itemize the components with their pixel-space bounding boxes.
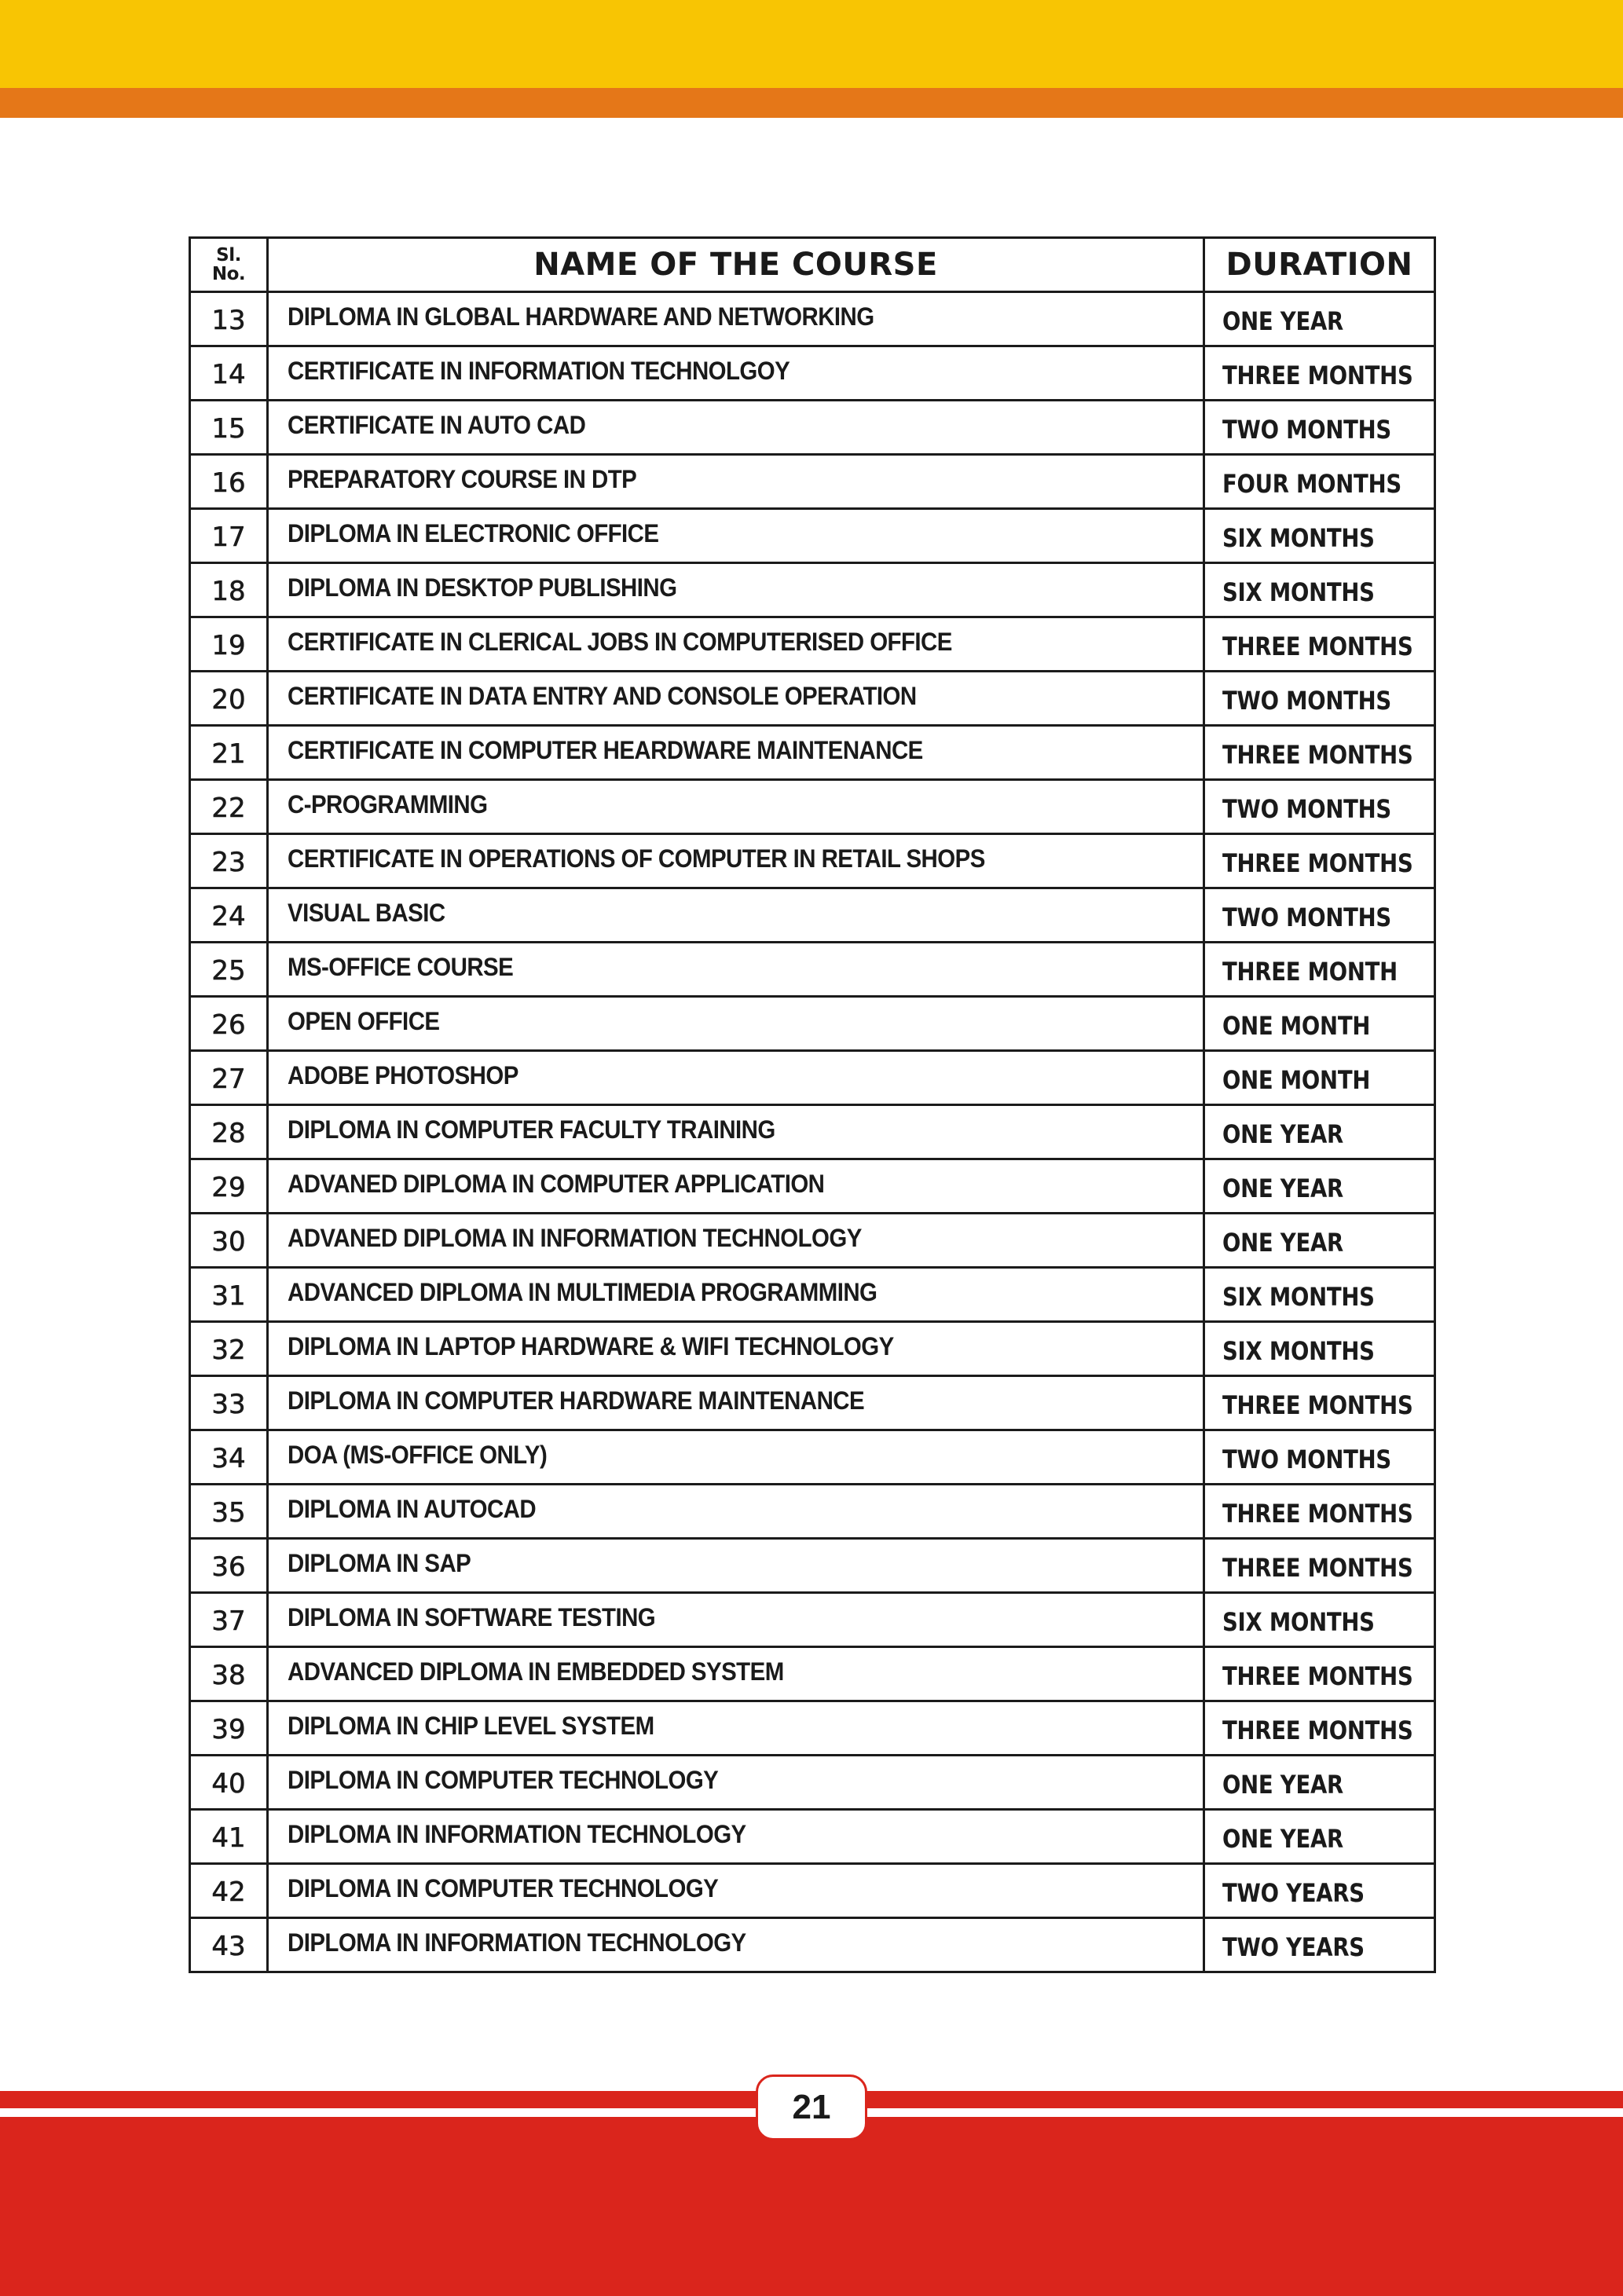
cell-duration <box>1204 509 1435 563</box>
table-row <box>190 1430 1435 1485</box>
course-name-text: ADOBE PHOTOSHOP <box>288 1061 518 1089</box>
cell-course-name <box>268 1701 1204 1756</box>
cell-course-name <box>268 1593 1204 1647</box>
cell-course-name <box>268 1214 1204 1268</box>
cell-sl-no: 27 <box>190 1051 268 1105</box>
header-sl-no-line2: No. <box>211 264 246 284</box>
table-row <box>190 726 1435 780</box>
table-row <box>190 1159 1435 1214</box>
duration-text: FOUR MONTHS <box>1222 469 1401 499</box>
cell-duration <box>1204 455 1435 509</box>
cell-duration <box>1204 1214 1435 1268</box>
duration-text: THREE MONTHS <box>1222 1716 1413 1745</box>
duration-text: ONE YEAR <box>1222 1824 1343 1854</box>
page-number: 21 <box>792 2088 831 2126</box>
cell-course-name <box>268 1430 1204 1485</box>
table-row <box>190 1647 1435 1701</box>
cell-course-name <box>268 888 1204 943</box>
cell-sl-no: 17 <box>190 509 268 563</box>
course-name-text: DIPLOMA IN LAPTOP HARDWARE & WIFI TECHNOLOGY <box>288 1332 894 1360</box>
cell-sl-no: 25 <box>190 943 268 997</box>
duration-text: TWO YEARS <box>1222 1932 1365 1962</box>
cell-course-name <box>268 346 1204 401</box>
table-row <box>190 346 1435 401</box>
table-row <box>190 1864 1435 1918</box>
table-row <box>190 1485 1435 1539</box>
cell-sl-no: 24 <box>190 888 268 943</box>
course-name-text: DIPLOMA IN GLOBAL HARDWARE AND NETWORKING <box>288 302 874 331</box>
cell-course-name <box>268 292 1204 346</box>
cell-course-name <box>268 509 1204 563</box>
header-sl-no-line1: Sl. <box>216 245 241 265</box>
duration-text: THREE MONTHS <box>1222 1553 1413 1583</box>
footer-band <box>0 2117 1623 2296</box>
duration-text: THREE MONTHS <box>1222 632 1413 661</box>
cell-duration <box>1204 834 1435 888</box>
cell-course-name <box>268 1864 1204 1918</box>
table-row <box>190 292 1435 346</box>
cell-duration <box>1204 1918 1435 1972</box>
cell-course-name <box>268 1051 1204 1105</box>
cell-duration <box>1204 1159 1435 1214</box>
table-row <box>190 617 1435 672</box>
table-row <box>190 834 1435 888</box>
cell-duration <box>1204 1051 1435 1105</box>
course-name-text: DIPLOMA IN AUTOCAD <box>288 1495 537 1523</box>
cell-sl-no: 13 <box>190 292 268 346</box>
duration-text: TWO YEARS <box>1222 1878 1365 1908</box>
cell-duration <box>1204 997 1435 1051</box>
cell-sl-no: 18 <box>190 563 268 617</box>
table-row <box>190 672 1435 726</box>
cell-course-name <box>268 1159 1204 1214</box>
duration-text: TWO MONTHS <box>1222 415 1391 445</box>
duration-text: THREE MONTHS <box>1222 848 1413 878</box>
course-name-text: OPEN OFFICE <box>288 1007 440 1035</box>
duration-text: ONE MONTH <box>1222 1065 1371 1095</box>
course-name-text: VISUAL BASIC <box>288 899 445 927</box>
duration-text: SIX MONTHS <box>1222 1336 1375 1366</box>
cell-course-name <box>268 401 1204 455</box>
course-name-text: DIPLOMA IN COMPUTER HARDWARE MAINTENANCE <box>288 1386 865 1415</box>
cell-duration <box>1204 780 1435 834</box>
table-row <box>190 943 1435 997</box>
course-name-text: DIPLOMA IN DESKTOP PUBLISHING <box>288 573 677 602</box>
table-row <box>190 455 1435 509</box>
cell-sl-no: 21 <box>190 726 268 780</box>
cell-duration <box>1204 672 1435 726</box>
duration-text: SIX MONTHS <box>1222 523 1375 553</box>
cell-course-name <box>268 1756 1204 1810</box>
cell-sl-no: 26 <box>190 997 268 1051</box>
course-name-text: ADVANCED DIPLOMA IN MULTIMEDIA PROGRAMMING <box>288 1278 877 1306</box>
header-course-name: NAME OF THE COURSE <box>268 238 1204 292</box>
course-name-text: MS-OFFICE COURSE <box>288 953 514 981</box>
cell-duration <box>1204 1593 1435 1647</box>
table-row <box>190 1701 1435 1756</box>
course-name-text: CERTIFICATE IN DATA ENTRY AND CONSOLE OPERATION <box>288 682 917 710</box>
course-name-text: ADVANED DIPLOMA IN COMPUTER APPLICATION <box>288 1170 825 1198</box>
table-header-row <box>190 238 1435 292</box>
cell-duration <box>1204 1756 1435 1810</box>
header-sl-no <box>190 238 268 292</box>
duration-text: TWO MONTHS <box>1222 686 1391 716</box>
cell-sl-no: 19 <box>190 617 268 672</box>
cell-sl-no: 43 <box>190 1918 268 1972</box>
cell-course-name <box>268 834 1204 888</box>
cell-course-name <box>268 1268 1204 1322</box>
cell-course-name <box>268 997 1204 1051</box>
cell-sl-no: 23 <box>190 834 268 888</box>
duration-text: THREE MONTH <box>1222 957 1398 987</box>
course-name-text: DIPLOMA IN INFORMATION TECHNOLOGY <box>288 1928 746 1957</box>
table-row <box>190 997 1435 1051</box>
course-name-text: CERTIFICATE IN CLERICAL JOBS IN COMPUTERISED OFFICE <box>288 628 952 656</box>
table-body <box>190 292 1435 1972</box>
cell-sl-no: 30 <box>190 1214 268 1268</box>
cell-duration <box>1204 1701 1435 1756</box>
course-name-text: ADVANCED DIPLOMA IN EMBEDDED SYSTEM <box>288 1657 784 1686</box>
table-row <box>190 563 1435 617</box>
course-name-text: DIPLOMA IN ELECTRONIC OFFICE <box>288 519 659 547</box>
duration-text: THREE MONTHS <box>1222 740 1413 770</box>
duration-text: THREE MONTHS <box>1222 1661 1413 1691</box>
duration-text: TWO MONTHS <box>1222 1445 1391 1474</box>
duration-text: ONE YEAR <box>1222 1228 1343 1258</box>
table-row <box>190 1051 1435 1105</box>
cell-course-name <box>268 617 1204 672</box>
duration-text: THREE MONTHS <box>1222 361 1413 390</box>
course-name-text: ADVANED DIPLOMA IN INFORMATION TECHNOLOGY <box>288 1224 862 1252</box>
course-name-text: DIPLOMA IN COMPUTER FACULTY TRAINING <box>288 1115 775 1144</box>
duration-text: ONE YEAR <box>1222 1770 1343 1800</box>
course-name-text: CERTIFICATE IN INFORMATION TECHNOLGOY <box>288 357 790 385</box>
cell-duration <box>1204 1647 1435 1701</box>
table-row <box>190 780 1435 834</box>
table-row <box>190 1214 1435 1268</box>
course-name-text: CERTIFICATE IN COMPUTER HEARDWARE MAINTENANCE <box>288 736 923 764</box>
cell-duration <box>1204 1539 1435 1593</box>
duration-text: TWO MONTHS <box>1222 903 1391 932</box>
course-name-text: C-PROGRAMMING <box>288 790 488 818</box>
cell-duration <box>1204 726 1435 780</box>
cell-duration <box>1204 1376 1435 1430</box>
duration-text: SIX MONTHS <box>1222 577 1375 607</box>
table-row <box>190 401 1435 455</box>
course-name-text: CERTIFICATE IN OPERATIONS OF COMPUTER IN RETAIL SHOPS <box>288 844 985 873</box>
cell-course-name <box>268 1485 1204 1539</box>
cell-sl-no: 41 <box>190 1810 268 1864</box>
cell-duration <box>1204 1810 1435 1864</box>
cell-sl-no: 15 <box>190 401 268 455</box>
course-name-text: DIPLOMA IN SAP <box>288 1549 471 1577</box>
cell-sl-no: 22 <box>190 780 268 834</box>
course-name-text: DIPLOMA IN COMPUTER TECHNOLOGY <box>288 1874 719 1902</box>
cell-sl-no: 34 <box>190 1430 268 1485</box>
cell-course-name <box>268 726 1204 780</box>
table-row <box>190 1376 1435 1430</box>
cell-duration <box>1204 1485 1435 1539</box>
table-row <box>190 1810 1435 1864</box>
duration-text: SIX MONTHS <box>1222 1607 1375 1637</box>
table-row <box>190 509 1435 563</box>
course-name-text: PREPARATORY COURSE IN DTP <box>288 465 637 493</box>
cell-duration <box>1204 1268 1435 1322</box>
cell-course-name <box>268 943 1204 997</box>
duration-text: ONE YEAR <box>1222 306 1343 336</box>
course-name-text: DIPLOMA IN INFORMATION TECHNOLOGY <box>288 1820 746 1848</box>
page-number-badge <box>756 2074 867 2140</box>
cell-duration <box>1204 292 1435 346</box>
table-row <box>190 888 1435 943</box>
table-row <box>190 1322 1435 1376</box>
cell-sl-no: 16 <box>190 455 268 509</box>
cell-course-name <box>268 780 1204 834</box>
duration-text: SIX MONTHS <box>1222 1282 1375 1312</box>
cell-sl-no: 37 <box>190 1593 268 1647</box>
header-duration: DURATION <box>1204 238 1435 292</box>
cell-sl-no: 29 <box>190 1159 268 1214</box>
cell-course-name <box>268 1322 1204 1376</box>
cell-sl-no: 20 <box>190 672 268 726</box>
cell-sl-no: 33 <box>190 1376 268 1430</box>
cell-course-name <box>268 672 1204 726</box>
cell-duration <box>1204 1430 1435 1485</box>
header-band-orange <box>0 88 1623 118</box>
table-row <box>190 1268 1435 1322</box>
cell-sl-no: 36 <box>190 1539 268 1593</box>
header-band-yellow <box>0 0 1623 88</box>
cell-duration <box>1204 563 1435 617</box>
table-row <box>190 1593 1435 1647</box>
cell-course-name <box>268 1539 1204 1593</box>
cell-duration <box>1204 401 1435 455</box>
cell-course-name <box>268 1918 1204 1972</box>
cell-sl-no: 14 <box>190 346 268 401</box>
cell-sl-no: 31 <box>190 1268 268 1322</box>
cell-duration <box>1204 617 1435 672</box>
cell-sl-no: 39 <box>190 1701 268 1756</box>
table-row <box>190 1105 1435 1159</box>
cell-duration <box>1204 346 1435 401</box>
course-name-text: DIPLOMA IN CHIP LEVEL SYSTEM <box>288 1712 654 1740</box>
cell-sl-no: 28 <box>190 1105 268 1159</box>
course-name-text: DIPLOMA IN SOFTWARE TESTING <box>288 1603 656 1631</box>
table-row <box>190 1539 1435 1593</box>
cell-sl-no: 42 <box>190 1864 268 1918</box>
duration-text: ONE YEAR <box>1222 1119 1343 1149</box>
cell-sl-no: 38 <box>190 1647 268 1701</box>
cell-duration <box>1204 1864 1435 1918</box>
cell-course-name <box>268 1810 1204 1864</box>
cell-duration <box>1204 888 1435 943</box>
cell-course-name <box>268 1105 1204 1159</box>
duration-text: ONE YEAR <box>1222 1174 1343 1203</box>
table-row <box>190 1756 1435 1810</box>
cell-sl-no: 40 <box>190 1756 268 1810</box>
cell-course-name <box>268 1647 1204 1701</box>
duration-text: THREE MONTHS <box>1222 1390 1413 1420</box>
cell-sl-no: 32 <box>190 1322 268 1376</box>
course-table <box>189 236 1436 1973</box>
course-name-text: DOA (MS-OFFICE ONLY) <box>288 1441 548 1469</box>
duration-text: TWO MONTHS <box>1222 794 1391 824</box>
duration-text: THREE MONTHS <box>1222 1499 1413 1529</box>
table-row <box>190 1918 1435 1972</box>
cell-duration <box>1204 1322 1435 1376</box>
duration-text: ONE MONTH <box>1222 1011 1371 1041</box>
course-name-text: CERTIFICATE IN AUTO CAD <box>288 411 586 439</box>
cell-sl-no: 35 <box>190 1485 268 1539</box>
cell-duration <box>1204 943 1435 997</box>
cell-duration <box>1204 1105 1435 1159</box>
cell-course-name <box>268 455 1204 509</box>
cell-course-name <box>268 563 1204 617</box>
course-name-text: DIPLOMA IN COMPUTER TECHNOLOGY <box>288 1766 719 1794</box>
cell-course-name <box>268 1376 1204 1430</box>
